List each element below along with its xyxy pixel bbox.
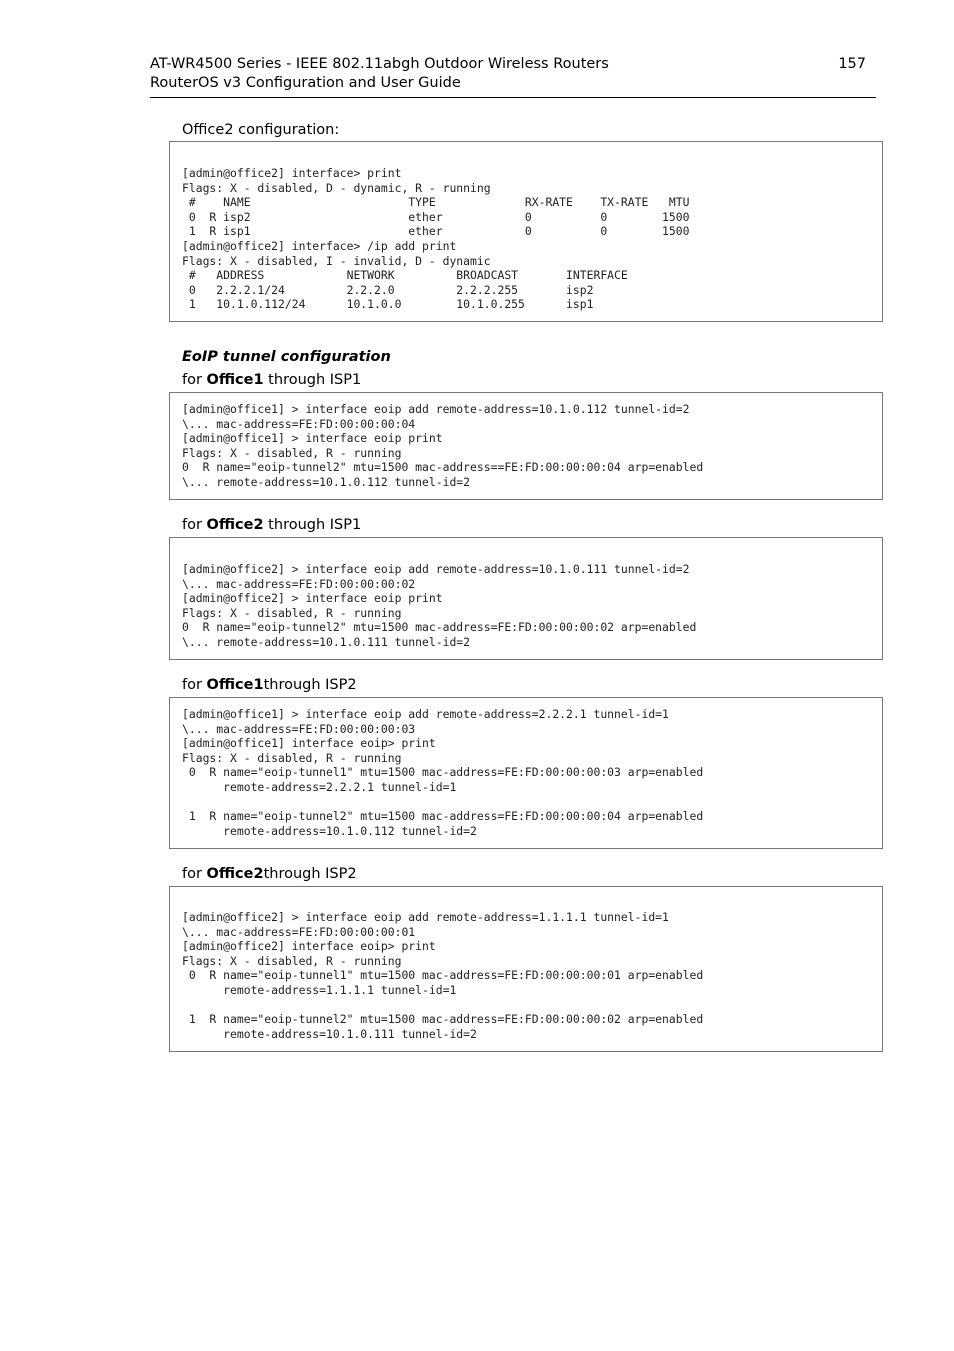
office1-isp2-code-box [169, 697, 883, 849]
office2-isp1-label: for Office2 through ISP1 [182, 517, 362, 533]
office2-isp2-label: for Office2through ISP2 [182, 866, 357, 882]
office1-isp2-code: [admin@office1] > interface eoip add remote-address=2.2.2.1 tunnel-id=1 \... mac-address=FE:FD:00:00:00:03 [admin@office1] interface eoip> print Flags: X - disabled, R - running 0 R name="eoip-tunnel1" mtu=1500 mac-address=FE:FD:00:00:00:03 arp=enabled remote-address=2.2.2.1 tunnel-id=1 1 R name="eoip-tunnel2" mtu=1500 mac-address=FE:FD:00:00:00:04 arp=enabled remote-address=10.1.0.112 tunnel-id=2 [182, 707, 704, 838]
office2-isp1-code: [admin@office2] > interface eoip add remote-address=10.1.0.111 tunnel-id=2 \... mac-address=FE:FD:00:00:00:02 [admin@office2] > interface eoip print Flags: X - disabled, R - running 0 R name="eoip-tunnel2" mtu=1500 mac-address=FE:FD:00:00:00:02 arp=enabled \... remote-address=10.1.0.111 tunnel-id=2 [182, 562, 697, 649]
office2-config-code: [admin@office2] interface> print Flags: X - disabled, D - dynamic, R - running # NAME TYPE RX-RATE TX-RATE MTU 0 R isp2 ether 0 0 1500 1 R isp1 ether 0 0 1500 [admin@office2] interface> /ip add print Flags: X - disabled, I - invalid, D - dynamic # ADDRESS NETWORK BROADCAST INTERFACE 0 2.2.2.1/24 2.2.2.0 2.2.2.255 isp2 1 10.1.0.112/24 10.1.0.0 10.1.0.255 isp1 [182, 166, 690, 312]
office2-isp2-code: [admin@office2] > interface eoip add remote-address=1.1.1.1 tunnel-id=1 \... mac-address=FE:FD:00:00:00:01 [admin@office2] interface eoip> print Flags: X - disabled, R - running 0 R name="eoip-tunnel1" mtu=1500 mac-address=FE:FD:00:00:00:01 arp=enabled remote-address=1.1.1.1 tunnel-id=1 1 R name="eoip-tunnel2" mtu=1500 mac-address=FE:FD:00:00:00:02 arp=enabled remote-address=10.1.0.111 tunnel-id=2 [182, 910, 704, 1041]
office1-isp1-code: [admin@office1] > interface eoip add remote-address=10.1.0.112 tunnel-id=2 \... mac-address=FE:FD:00:00:00:04 [admin@office1] > interface eoip print Flags: X - disabled, R - running 0 R name="eoip-tunnel2" mtu=1500 mac-address==FE:FD:00:00:00:04 arp=enabled \... remote-address=10.1.0.112 tunnel-id=2 [182, 402, 704, 489]
page-header [150, 55, 866, 93]
office2-isp1-code-box [169, 537, 883, 660]
office2-isp2-code-box [169, 886, 883, 1052]
header-divider [150, 97, 876, 98]
office1-isp1-label: for Office1 through ISP1 [182, 372, 362, 388]
office1-isp2-label: for Office1through ISP2 [182, 677, 357, 693]
page-number: 157 [838, 56, 866, 72]
eoip-section-heading: EoIP tunnel configuration [182, 349, 391, 365]
office2-config-label: Office2 configuration: [182, 122, 340, 138]
office1-isp1-code-box [169, 392, 883, 500]
header-title-line1: AT-WR4500 Series - IEEE 802.11abgh Outdoor Wireless Routers [150, 56, 609, 72]
header-title-line2: RouterOS v3 Configuration and User Guide [150, 75, 461, 91]
office2-config-code-box [169, 141, 883, 322]
